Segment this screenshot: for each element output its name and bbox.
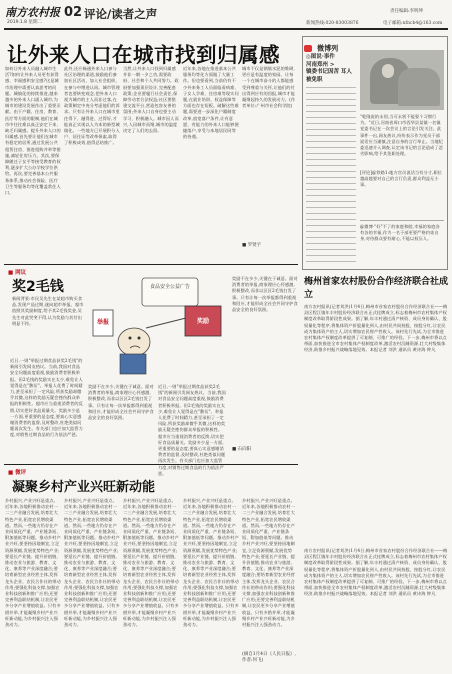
- lead-col-1: 如何让外来人员融入城市生活?如何让外来人员更有获得感、幸福感和安全感?这是城市治理中需要认真思考的问题。城镇化的持续推进,越来越多的外来人口涌入城市,为城市的建设发展作出了重要贡献。由于户籍、住房、教育、医疗等方面的限制,他们在城市中往往难以真正安定下来,缺乏归属感。提升外来人口的归属感,首先要让他们在城市有稳定的居所,通过发展公共租赁住房、推进租购并举等措施,减轻住房压力。其次,要保障随迁子女平等接受教育的权利,逐步扩大公办学校学位供给。再次,要完善基本公共服务体系,推动社会保险、医疗卫生等服务均等化覆盖常住人口。: [5, 66, 61, 196]
- news-body-2: 南方农村报讯(记者刘洪)1月4日,梅州市首家农村股份合作经济联合社——梅县区程江镇年丰村股份经济联合社正式挂牌成立,标志着梅州市农村集体产权制度改革取得阶段性成果。据了解,年丰村通过清产核资、成员身份确认、股权量化等程序,将集体资产折股量化到人,由村民共同持股、按股分红,让农民成为集体资产的主人,切实增加农民财产性收入。该村先行先试,为全市推进农村集体产权制度改革提供了可复制、可推广的经验。下一步,梅州市将以点带面,加快推进全市农村集体产权制度改革,激活农村沉睡资源,壮大村级集体经济,助推乡村振兴战略落地见效。本报记者 刘洪 通讯员 黄诗海 钟凡: [304, 548, 448, 597]
- bottom-col-1: 乡村振兴,产业兴旺是重点。近年来,各地积极推动农村一二三产业融合发展,培育壮大特色产业,拓宽农民增收渠道。然而,一些地方仍存在产业同质化严重、产业链条短、附加值低等问题。推动乡村产业兴旺,要坚持因地制宜,立足资源禀赋,发展优势特色产业;要延长产业链、提升价值链,推动农业与旅游、教育、文化、康养等产业深度融合;要培育新型农业经营主体,发挥龙头企业、农民合作社的带动作用;要强化科技支撑,加强农业科技创新和推广应用;还要完善利益联结机制,让农民更多分享产业增值收益。只有多措并举,才能凝聚乡村产业兴旺新动能,为乡村振兴注入强劲动力。: [5, 498, 61, 628]
- weibo-label: 微博列: [317, 44, 339, 53]
- weibo-photo: [360, 50, 444, 110]
- bottom-top-rule: [4, 464, 298, 465]
- weibo-sub: 河南郑州 >: [306, 62, 335, 68]
- cartoon-sign: 食品安全公益广告: [149, 284, 190, 290]
- lead-headline: 让外来人口在城市找到归属感: [7, 43, 280, 67]
- bottom-headline: 凝聚乡村产业兴旺新动能: [12, 480, 156, 495]
- middle-headline: 奖2毛钱: [12, 279, 64, 295]
- weibo-source: [评论]@铁路1:地方官员说话当有分寸,职位越高越要对自己的言行负责,群众利益无小事。: [360, 170, 443, 188]
- masthead-rule: [4, 28, 448, 30]
- lead-col-4: 近年来,各地在推进基本公共服务均等化方面做了大量工作。但也要看到,当前仍有不少外来务工人员面临看病难、子女入学难、住房难等现实问题,在就业培训、权益保障等方面也存在短板。破解这些难题,需要进一步深化户籍制度改革,放宽落户条件,让有意愿、有能力的外来人口能够便捷落户,享受与本地居民同等的待遇。: [183, 66, 239, 140]
- cartoon-drawing: [90, 276, 228, 380]
- bottom-byline: (摘自1月4日《人民日报》,作者:何飞): [242, 652, 296, 663]
- editor-line: 责任编辑:李明坤: [390, 9, 424, 14]
- section-title: 评论/读者之声: [84, 7, 158, 21]
- bottom-col-5: 乡村振兴,产业兴旺是重点。近年来,各地积极推动农村一二三产业融合发展,培育壮大特色产业,拓宽农民增收渠道。然而,一些地方仍存在产业同质化严重、产业链条短、附加值低等问题。推动乡村产业兴旺,要坚持因地制宜,立足资源禀赋,发展优势特色产业;要延长产业链、提升价值链,推动农业与旅游、教育、文化、康养等产业深度融合;要培育新型农业经营主体,发挥龙头企业、农民合作社的带动作用;要强化科技支撑,加强农业科技创新和推广应用;还要完善利益联结机制,让农民更多分享产业增值收益。只有多措并举,才能凝聚乡村产业兴旺新动能,为乡村振兴注入强劲动力。: [242, 498, 295, 628]
- weibo-title: ◎图说·事件: [306, 54, 335, 60]
- lead-col-3: 当然,让外来人口找到归属感并非一朝一夕之功,需要政府、社会和个人共同努力。政府要加强顶层设计,完善配套政策;企业要履行社会责任,保障劳动者合法权益;社区要搭建交流平台,营造包容友善的氛围;外来人口自身也要主动学习、积极融入。城市因人而兴,人因城市而聚,城市的温度决定了人们的去留。: [123, 66, 179, 134]
- bottom-tag: ■ 微评: [8, 470, 27, 476]
- weibo-header: [304, 38, 444, 53]
- middle-top-rule: [4, 264, 298, 265]
- middle-body-col-1: 近日,一则"举报过期食品获奖2毛钱"的新闻引发网友热议。当前,我国对食品安全问题高度重视,鼓励消费者积极举报。但2毛钱的奖励实在太少,难免让人觉得是在"敷衍"。举报人花费了时间精力,甚至承担了一定风险,所获奖励却微乎其微,这样的奖励无疑会挫伤群众举报的积极性。超市应当重视消费者的反馈,切实把好食品质量关。奖励多少是一方面,更重要的是态度,要真心实意感谢消费者的监督,及时整改,杜绝类似问题再次发生。有关部门也应加大监管力度,对销售过期食品的行为依法严惩。: [10, 358, 83, 438]
- cartoon-board-sign: 奖励: [196, 318, 209, 325]
- cartoon-report-sign: 举报: [96, 319, 109, 326]
- lead-col-2: 此外,还应畅通外来人口参与社区治理的渠道,鼓励他们参加社区活动、加入社会组织,在参与中增进认同。城市管理者也要转变观念,把外来人口视为城市的主人而非过客,在政策制定中充分考虑他们的诉求。只有让外来人口在城市里住得下、融得进、过得好,才能真正实现以人为本的新型城镇化。一些地方已开展积分入户、居住证等改革探索,取得了积极成效,值得总结推广。: [64, 66, 120, 146]
- weibo-icon: [304, 45, 312, 52]
- middle-body-col-2: 奖励不在多少,关键在于诚意。面对消费者的举报,商家理应心怀感激,积极整改,而非以区区2毛钱打发了事。只有让每一次举报都得到重视和回应,才能形成全社会共同守护食品安全的良好氛围。: [88, 384, 154, 421]
- bottom-col-2: 乡村振兴,产业兴旺是重点。近年来,各地积极推动农村一二三产业融合发展,培育壮大特色产业,拓宽农民增收渠道。然而,一些地方仍存在产业同质化严重、产业链条短、附加值低等问题。推动乡村产业兴旺,要坚持因地制宜,立足资源禀赋,发展优势特色产业;要延长产业链、提升价值链,推动农业与旅游、教育、文化、康养等产业深度融合;要培育新型农业经营主体,发挥龙头企业、农民合作社的带动作用;要强化科技支撑,加强农业科技创新和推广应用;还要完善利益联结机制,让农民更多分享产业增值收益。只有多措并举,才能凝聚乡村产业兴旺新动能,为乡村振兴注入强劲动力。: [64, 498, 120, 628]
- weibo-divider: [360, 220, 444, 221]
- middle-col-3: 近日,一则"举报过期食品获奖2毛钱"的新闻引发网友热议。当前,我国对食品安全问题高度重视,鼓励消费者积极举报。但2毛钱的奖励实在太少,难免让人觉得是在"敷衍"。举报人花费了时间精力,甚至承担了一定风险,所获奖励却微乎其微,这样的奖励无疑会挫伤群众举报的积极性。超市应当重视消费者的反馈,切实把好食品质量关。奖励多少是一方面,更重要的是态度,要真心实意感谢消费者的监督,及时整改,杜绝类似问题再次发生。有关部门也应加大监管力度,对销售过期食品的行为依法严惩。: [158, 384, 226, 476]
- lead-byline: ■ 罗贤宇: [242, 243, 262, 248]
- middle-lead-box: 新闻背景:市民吴先生在某超市购买食品,发现产品过期,遂向超市举报。超市依照其奖励制度,给予其2毛钱奖金,吴先生对此哭笑不得,认为奖励与其付出明显不符。: [12, 296, 84, 326]
- cartoon: [90, 276, 228, 380]
- news-body: 南方农村报讯(记者刘洪)1月4日,梅州市首家农村股份合作经济联合社——梅县区程江镇年丰村股份经济联合社正式挂牌成立,标志着梅州市农村集体产权制度改革取得阶段性成果。据了解,年丰村通过清产核资、成员身份确认、股权量化等程序,将集体资产折股量化到人,由村民共同持股、按股分红,让农民成为集体资产的主人,切实增加农民财产性收入。该村先行先试,为全市推进农村集体产权制度改革提供了可复制、可推广的经验。下一步,梅州市将以点带面,加快推进全市农村集体产权制度改革,激活农村沉睡资源,壮大村级集体经济,助推乡村振兴战略落地见效。本报记者 刘洪 通讯员 黄诗海 钟凡: [304, 304, 448, 353]
- bottom-col-4: 乡村振兴,产业兴旺是重点。近年来,各地积极推动农村一二三产业融合发展,培育壮大特色产业,拓宽农民增收渠道。然而,一些地方仍存在产业同质化严重、产业链条短、附加值低等问题。推动乡村产业兴旺,要坚持因地制宜,立足资源禀赋,发展优势特色产业;要延长产业链、提升价值链,推动农业与旅游、教育、文化、康养等产业深度融合;要培育新型农业经营主体,发挥龙头企业、农民合作社的带动作用;要强化科技支撑,加强农业科技创新和推广应用;还要完善利益联结机制,让农民更多分享产业增值收益。只有多措并举,才能凝聚乡村产业兴旺新动能,为乡村振兴注入强劲动力。: [183, 498, 239, 628]
- news-headline: 梅州首家农村股份合作经济联合社成立: [304, 277, 449, 300]
- phone-line: 新闻热线:020-83003876: [306, 21, 359, 26]
- middle-byline: ■ 石向阳: [232, 447, 252, 452]
- paper-name: 南方农村报: [5, 6, 60, 19]
- bottom-col-3: 乡村振兴,产业兴旺是重点。近年来,各地积极推动农村一二三产业融合发展,培育壮大特色产业,拓宽农民增收渠道。然而,一些地方仍存在产业同质化严重、产业链条短、附加值低等问题。推动乡村产业兴旺,要坚持因地制宜,立足资源禀赋,发展优势特色产业;要延长产业链、提升价值链,推动农业与旅游、教育、文化、康养等产业深度融合;要培育新型农业经营主体,发挥龙头企业、农民合作社的带动作用;要强化科技支撑,加强农业科技创新和推广应用;还要完善利益联结机制,让农民更多分享产业增值收益。只有多措并举,才能凝聚乡村产业兴旺新动能,为乡村振兴注入强劲动力。: [123, 498, 179, 628]
- weibo-caption: 镇委书记因苦 耳人被免职: [306, 69, 352, 83]
- page-number: 02: [64, 5, 83, 20]
- middle-tag: ■ 网议: [8, 270, 27, 276]
- issue-date: 2019.1.8 星期二: [7, 20, 42, 25]
- lead-col-5: 城市不仅是钢筋水泥的堆砌,更应是有温度的家园。让每一个在城市奋斗的人都能感受到尊重与关怀,让他们的付出得到应有的回报,城市才能凝聚起持久的发展动力。(作者单位:广州市社会科学院): [242, 66, 296, 109]
- weibo-more: @微博·"好"不了的家庭和睦,幸福的家庭各有各的幸福,作为一名干部更要严格约束自身,对待群众要有耐心,不能以权压人。: [360, 224, 440, 242]
- email-line: 电子邮箱:nfncb4@163.com: [383, 21, 443, 26]
- weibo-text: "乾隆说的永别,当可永别不能耍个习惯行为。"近日,河南省周口市西华县某镇一名镇党委书记在一次会议上的言论引发关注。此事件一出,网友热议,纷纷表示作为党员干部说话应当谨慎,注意自身的言行举止。当地纪委迅速介入调查,认定该书记的言论造成了恶劣影响,给予其免职处理。: [360, 114, 443, 157]
- weibo-left-col: [306, 84, 356, 266]
- middle-col-4: 奖励不在多少,关键在于诚意。面对消费者的举报,商家理应心怀感激,积极整改,而非以区区2毛钱打发了事。只有让每一次举报都得到重视和回应,才能形成全社会共同守护食品安全的良好氛围。: [232, 276, 298, 313]
